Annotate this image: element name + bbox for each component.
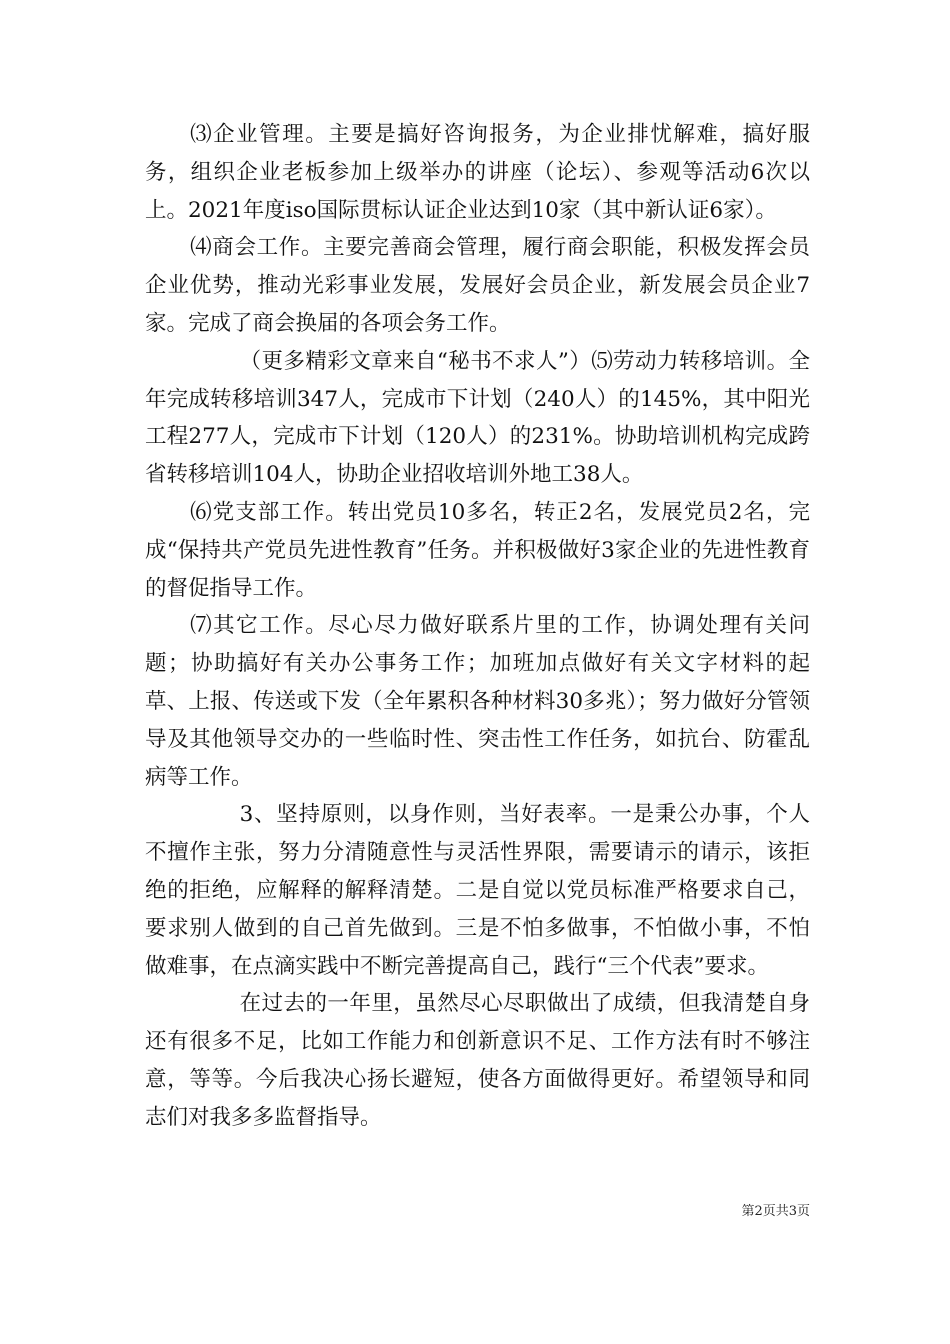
page-number-footer: 第2页共3页 (741, 1204, 810, 1219)
paragraph-enterprise-management: ⑶企业管理。主要是搞好咨询报务，为企业排忧解难，搞好服务，组织企业老板参加上级举办的讲座（论坛）、参观等活动6次以上。2021年度iso国际贯标认证企业达到10家（其中新认证6家）。 (145, 122, 810, 223)
paragraph-party-branch: ⑹党支部工作。转出党员10多名，转正2名，发展党员2名，完成“保持共产党员先进性教育”任务。并积极做好3家企业的先进性教育的督促指导工作。 (145, 499, 810, 601)
paragraph-chamber-of-commerce: ⑷商会工作。主要完善商会管理，履行商会职能，积极发挥会员企业优势，推动光彩事业发展，发展好会员企业，新发展会员企业7家。完成了商会换届的各项会务工作。 (145, 235, 810, 336)
paragraph-principles: 3、坚持原则，以身作则，当好表率。一是秉公办事，个人不擅作主张，努力分清随意性与灵活性界限，需要请示的请示，该拒绝的拒绝，应解释的解释清楚。二是自觉以党员标准严格要求自己，要求别人做到的自己首先做到。三是不怕多做事，不怕做小事，不怕做难事，在点滴实践中不断完善提高自己，践行“三个代表”要求。 (145, 802, 810, 979)
paragraph-conclusion: 在过去的一年里，虽然尽心尽职做出了成绩，但我清楚自身还有很多不足，比如工作能力和创新意识不足、工作方法有时不够注意，等等。今后我决心扬长避短，使各方面做得更好。希望领导和同志们对我多多监督指导。 (145, 991, 810, 1130)
document-body (145, 116, 810, 1137)
paragraph-other-work: ⑺其它工作。尽心尽力做好联系片里的工作，协调处理有关问题；协助搞好有关办公事务工作；加班加点做好有关文字材料的起草、上报、传送或下发（全年累积各种材料30多兆）；努力做好分管领导及其他领导交办的一些临时性、突击性工作任务，如抗台、防霍乱病等工作。 (145, 613, 810, 790)
paragraph-labor-transfer-training: （更多精彩文章来自“秘书不求人”）⑸劳动力转移培训。全年完成转移培训347人，完成市下计划（240人）的145%，其中阳光工程277人，完成市下计划（120人）的231%。协助培训机构完成跨省转移培训104人，协助企业招收培训外地工38人。 (145, 348, 810, 488)
